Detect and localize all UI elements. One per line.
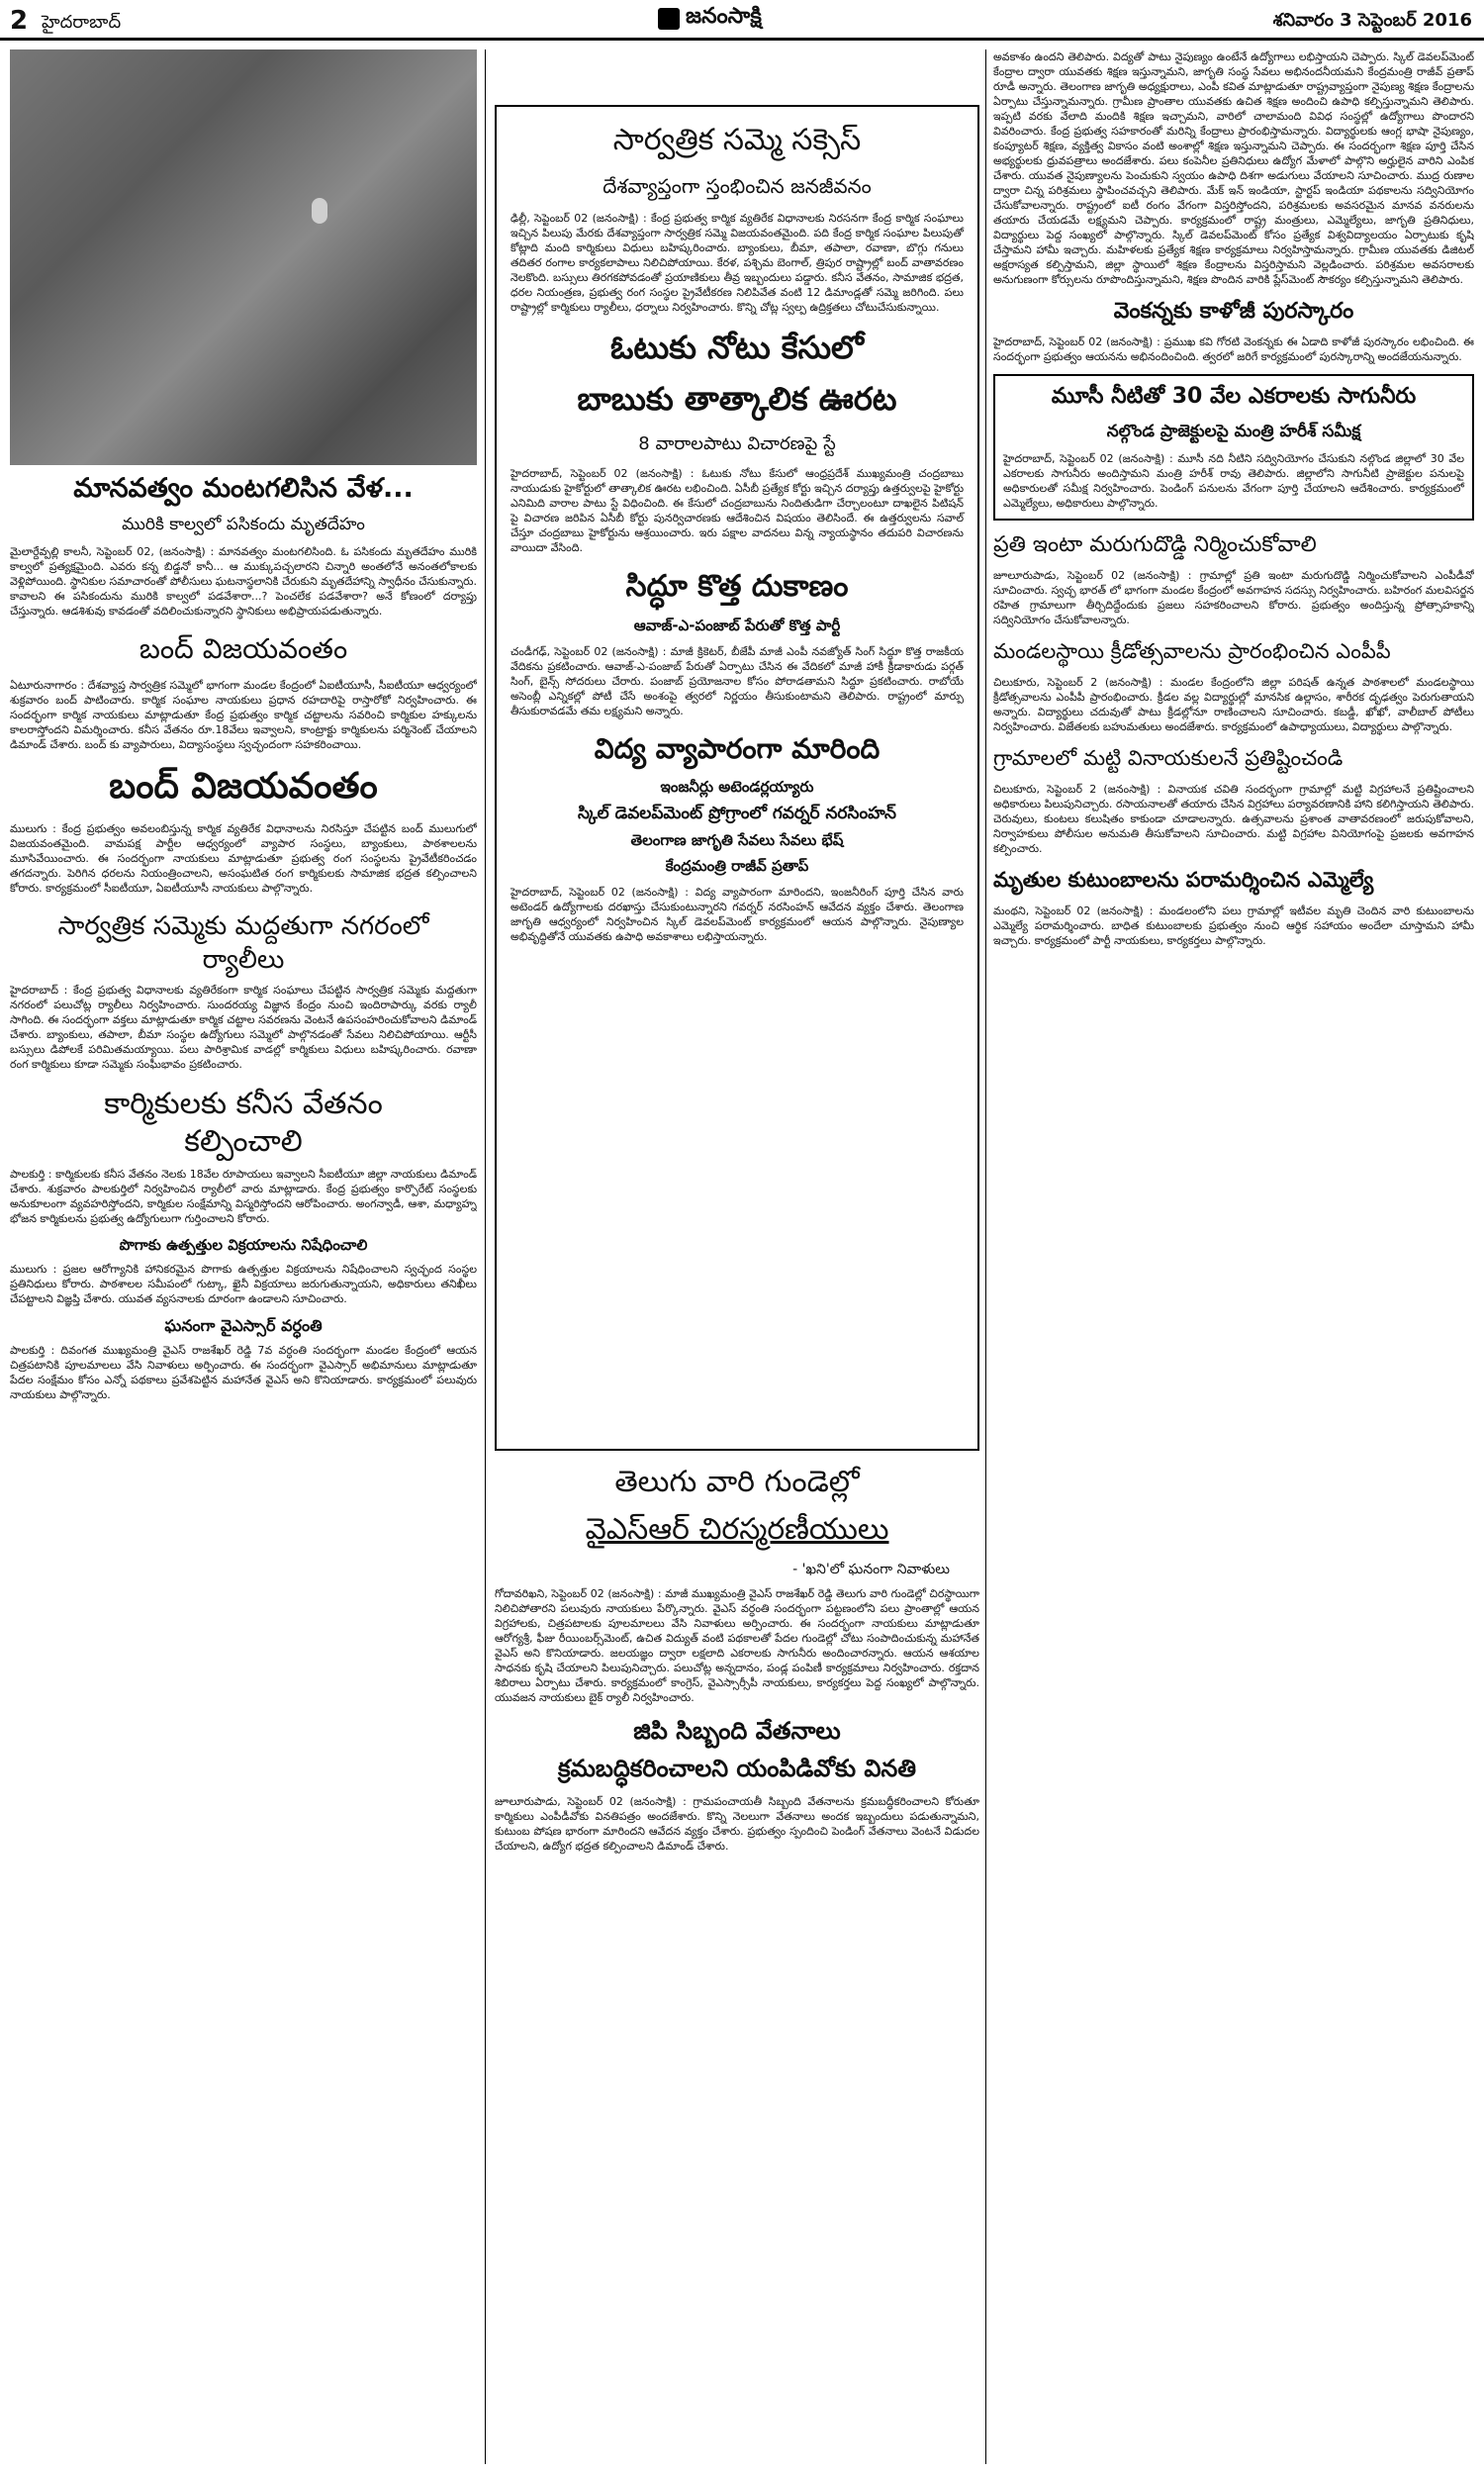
header-rule [0, 38, 1484, 41]
headline-ysr-1: తెలుగు వారి గుండెల్లో [614, 1465, 860, 1499]
article-kaloji: హైదరాబాద్, సెప్టెంబర్ 02 (జనంసాక్షి) : ప్రముఖ కవి గోరటి వెంకన్నకు ఈ ఏడాది కాళోజీ పురస్కారం లభించింది. ఈ సందర్భంగా ప్రభుత్వం ఆయనను అభినందించింది. త్వరలో జరిగే కార్యక్రమంలో పురస్కారాన్ని అందజేయనున్నారు. [993, 335, 1474, 363]
headline-bandh-2: బంద్ విజయవంతం [109, 766, 378, 807]
headline-humanity: మానవత్వం మంటగలిసిన వేళ... [73, 473, 414, 504]
article-gp-staff: జూలూరుపాడు, సెప్టెంబర్ 02 (జనంసాక్షి) : గ్రామపంచాయతీ సిబ్బంది వేతనాలను క్రమబద్ధీకరించాలని కోరుతూ కార్మికులు ఎంపీడీవోకు వినతిపత్రం అందజేశారు. కొన్ని నెలలుగా వేతనాలు అందక ఇబ్బందులు పడుతున్నామని, కుటుంబ పోషణ భారంగా మారిందని ఆవేదన వ్యక్తం చేశారు. ప్రభుత్వం స్పందించి పెండింగ్ వేతనాలు వెంటనే విడుదల చేయాలని, ఉద్యోగ భద్రత కల్పించాలని డిమాండ్ చేశారు. [495, 1795, 979, 1853]
article-tobacco: ములుగు : ప్రజల ఆరోగ్యానికి హానికరమైన పొగాకు ఉత్పత్తుల విక్రయాలను నిషేధించాలని స్వచ్ఛంద సంస్థల ప్రతినిధులు కోరారు. పాఠశాలల సమీపంలో గుట్కా, ఖైనీ విక్రయాలు జరుగుతున్నాయని, అధికారులు తనిఖీలు చేపట్టాలని విజ్ఞప్తి చేశారు. యువత వ్యసనాలకు దూరంగా ఉండాలని సూచించారు. [10, 1263, 477, 1305]
infant-figure [312, 198, 327, 224]
headline-strike: సార్వత్రిక సమ్మె సక్సెస్ [612, 123, 862, 157]
headline-gp-staff-2: క్రమబద్ధికరించాలని యంపిడివోకు వినతి [557, 1755, 917, 1782]
headline-ysr-2: వైఎస్ఆర్ చిరస్మరణీయులు [585, 1512, 889, 1547]
article-strike: ఢిల్లీ, సెప్టెంబర్ 02 (జనంసాక్షి) : కేంద్ర ప్రభుత్వ కార్మిక వ్యతిరేక విధానాలకు నిరసనగా కేంద్ర కార్మిక సంఘాలు ఇచ్చిన పిలుపు మేరకు దేశవ్యాప్తంగా సార్వత్రిక సమ్మె విజయవంతమైంది. పది కేంద్ర కార్మిక సంఘాల పిలుపుతో కోట్లాది మంది కార్మికులు విధులు బహిష్కరించారు. బ్యాంకులు, బీమా, తపాలా, రవాణా, బొగ్గు గనులు తదితర రంగాల కార్యకలాపాలు నిలిచిపోయాయి. కేరళ, పశ్చిమ బెంగాల్, త్రిపుర రాష్ట్రాల్లో బంద్ వాతావరణం నెలకొంది. బస్సులు తిరగకపోవడంతో ప్రయాణికులు తీవ్ర ఇబ్బందులు పడ్డారు. కనీస వేతనం, సామాజిక భద్రత, ధరల నియంత్రణ, ప్రభుత్వ రంగ సంస్థల ప్రైవేటీకరణ నిలిపివేత వంటి 12 డిమాండ్లతో సమ్మె జరిగింది. పలు రాష్ట్రాల్లో కార్మికులు ర్యాలీలు, ధర్నాలు నిర్వహించారు. కొన్ని చోట్ల స్వల్ప ఉద్రిక్తతలు చోటుచేసుకున్నాయి. [510, 212, 964, 314]
article-musi: హైదరాబాద్, సెప్టెంబర్ 02 (జనంసాక్షి) : మూసీ నది నీటిని సద్వినియోగం చేసుకుని నల్గొండ జిల్లాలో 30 వేల ఎకరాలకు సాగునీరు అందిస్తామని మంత్రి హరీశ్ రావు తెలిపారు. జిల్లాలోని సాగునీటి ప్రాజెక్టుల పనులపై అధికారులతో సమీక్ష నిర్వహించారు. పెండింగ్ పనులను వేగంగా పూర్తి చేయాలని ఆదేశించారు. కార్యక్రమంలో ఎమ్మెల్యేలు, అధికారులు పాల్గొన్నారు. [1003, 452, 1464, 510]
column-divider-left [485, 49, 486, 2464]
headline-gp-staff-1: జిపి సిబ్బంది వేతనాలు [633, 1717, 841, 1745]
headline-clay-ganesha: గ్రామాలలో మట్టి వినాయకులనే ప్రతిష్టించండి [993, 746, 1344, 770]
article-skill-cont: అవకాశం ఉందని తెలిపారు. విద్యతో పాటు నైపుణ్యం ఉంటేనే ఉద్యోగాలు లభిస్తాయని చెప్పారు. స్కిల్ డెవలప్‌మెంట్ కేంద్రాల ద్వారా యువతకు శిక్షణ ఇస్తున్నామని, జాగృతి సంస్థ సేవలు అభినందనీయమని కేంద్రమంత్రి రాజీవ్ ప్రతాప్ రూడీ అన్నారు. తెలంగాణ జాగృతి అధ్యక్షురాలు, ఎంపీ కవిత మాట్లాడుతూ రాష్ట్రవ్యాప్తంగా నైపుణ్య శిక్షణ కేంద్రాలను ఏర్పాటు చేస్తున్నామన్నారు. గ్రామీణ ప్రాంతాల యువతకు ఉచిత శిక్షణ అందించి ఉపాధి కల్పిస్తున్నామని తెలిపారు. ఇప్పటి వరకు వేలాది మందికి శిక్షణ ఇచ్చామని, వారిలో చాలామంది వివిధ సంస్థల్లో ఉద్యోగాలు పొందారని వివరించారు. కేంద్ర ప్రభుత్వ సహకారంతో మరిన్ని కేంద్రాలు ప్రారంభిస్తామన్నారు. విద్యార్థులకు ఆంగ్ల భాషా నైపుణ్యం, కంప్యూటర్ శిక్షణ, వ్యక్తిత్వ వికాసం వంటి అంశాల్లో శిక్షణ ఇస్తున్నామని చెప్పారు. ఈ సందర్భంగా శిక్షణ పూర్తి చేసిన అభ్యర్థులకు ధ్రువపత్రాలు అందజేశారు. పలు కంపెనీల ప్రతినిధులు ఉద్యోగ మేళాలో పాల్గొని అర్హులైన వారిని ఎంపిక చేశారు. యువత నైపుణ్యాలను పెంచుకుని స్వయం ఉపాధి దిశగా అడుగులు వేయాలని సూచించారు. ముద్ర రుణాల ద్వారా చిన్న పరిశ్రమలు స్థాపించవచ్చని తెలిపారు. మేక్ ఇన్ ఇండియా, స్టార్టప్ ఇండియా పథకాలను సద్వినియోగం చేసుకోవాలన్నారు. రాష్ట్రంలో ఐటీ రంగం వేగంగా విస్తరిస్తోందని, పరిశ్రమలకు అవసరమైన మానవ వనరులను తయారు చేయడమే లక్ష్యమని చెప్పారు. కార్యక్రమంలో రాష్ట్ర మంత్రులు, ఎమ్మెల్యేలు, జాగృతి ప్రతినిధులు, విద్యార్థులు పెద్ద సంఖ్యలో పాల్గొన్నారు. స్కిల్ డెవలప్‌మెంట్ కోసం ప్రత్యేక విశ్వవిద్యాలయం ఏర్పాటుకు కృషి చేస్తామని హామీ ఇచ్చారు. మహిళలకు ప్రత్యేక శిక్షణ కార్యక్రమాలు నిర్వహిస్తామన్నారు. గ్రామీణ యువతకు డిజిటల్ అక్షరాస్యత కల్పిస్తామని, జిల్లా స్థాయిలో శిక్షణ కేంద్రాలను విస్తరిస్తామని వెల్లడించారు. పరిశ్రమల అవసరాలకు అనుగుణంగా కోర్సులను రూపొందిస్తున్నామని, శిక్షణ పొందిన వారికి ప్లేస్‌మెంట్ సౌకర్యం కల్పిస్తున్నామని తెలిపారు. [993, 50, 1474, 286]
subhead-sidhu: ఆవాజ్-ఎ-పంజాబ్ పేరుతో కొత్త పార్టీ [633, 617, 841, 634]
article-clay-ganesha: చిలుకూరు, సెప్టెంబర్ 2 (జనంసాక్షి) : వినాయక చవితి సందర్భంగా గ్రామాల్లో మట్టి విగ్రహాలనే ప్రతిష్టించాలని అధికారులు పిలుపునిచ్చారు. రసాయనాలతో తయారు చేసిన విగ్రహాలు పర్యావరణానికి హాని కలిగిస్తాయని తెలిపారు. చెరువులు, కుంటలు కలుషితం కాకుండా చూడాలన్నారు. ఉత్సవాలను ప్రశాంత వాతావరణంలో జరుపుకోవాలని, నిర్వాహకులు పోలీసుల అనుమతి తీసుకోవాలని సూచించారు. మట్టి విగ్రహాల వినియోగంపై ప్రజలకు అవగాహన కల్పించారు. [993, 783, 1474, 855]
right-column [993, 49, 1474, 2464]
article-sidhu: చండీగఢ్, సెప్టెంబర్ 02 (జనంసాక్షి) : మాజీ క్రికెటర్, బీజేపీ మాజీ ఎంపీ నవజ్యోత్ సింగ్ సిద్ధూ కొత్త రాజకీయ వేదికను ప్రకటించారు. ఆవాజ్-ఎ-పంజాబ్ పేరుతో ఏర్పాటు చేసిన ఈ వేదికలో మాజీ హాకీ క్రీడాకారుడు పర్గత్ సింగ్, బైన్స్ సోదరులు చేరారు. పంజాబ్ ప్రయోజనాల కోసం పోరాడతామని సిద్ధూ ప్రకటించారు. రాబోయే అసెంబ్లీ ఎన్నికల్లో పోటీ చేసే అంశంపై త్వరలో నిర్ణయం తీసుకుంటామని తెలిపారు. రాష్ట్రంలో మార్పు తీసుకురావడమే తమ లక్ష్యమని అన్నారు. [510, 645, 964, 717]
subhead-education-4: కేంద్రమంత్రి రాజీవ్ ప్రతాప్ [665, 857, 809, 875]
subhead-ysr: - 'ఖని'లో ఘనంగా నివాళులు [792, 1562, 950, 1577]
page-number: 2 [10, 6, 29, 36]
headline-tobacco: పొగాకు ఉత్పత్తుల విక్రయాలను నిషేధించాలి [119, 1236, 368, 1254]
headline-kaloji: వెంకన్నకు కాళోజీ పురస్కారం [1113, 299, 1354, 324]
masthead [658, 4, 762, 34]
section-name: హైదరాబాద్ [42, 12, 122, 33]
article-vote-note: హైదరాబాద్, సెప్టెంబర్ 02 (జనంసాక్షి) : ఓటుకు నోటు కేసులో ఆంధ్రప్రదేశ్ ముఖ్యమంత్రి చంద్రబాబు నాయుడుకు హైకోర్టులో తాత్కాలిక ఊరట లభించింది. ఏసీబీ ప్రత్యేక కోర్టు ఇచ్చిన దర్యాప్తు ఉత్తర్వులపై హైకోర్టు ఎనిమిది వారాల పాటు స్టే విధించింది. ఈ కేసులో చంద్రబాబును నిందితుడిగా చేర్చాలంటూ దాఖలైన పిటిషన్ పై విచారణ జరిపిన ఏసీబీ కోర్టు పునర్విచారణకు ఆదేశించిన విషయం తెలిసిందే. ఈ ఉత్తర్వులను సవాల్ చేస్తూ చంద్రబాబు హైకోర్టును ఆశ్రయించారు. ఇరు పక్షాల వాదనలు విన్న న్యాయస్థానం తదుపరి విచారణను వాయిదా వేసింది. [510, 467, 964, 554]
headline-toilets: ప్రతి ఇంటా మరుగుదొడ్డి నిర్మించుకోవాలి [993, 532, 1317, 557]
edition-date: శనివారం 3 సెప్టెంబర్ 2016 [1272, 10, 1472, 31]
article-min-wage: పాలకుర్తి : కార్మికులకు కనీస వేతనం నెలకు 18వేల రూపాయలు ఇవ్వాలని సీఐటీయూ జిల్లా నాయకులు డిమాండ్ చేశారు. శుక్రవారం పాలకుర్తిలో నిర్వహించిన ర్యాలీలో వారు మాట్లాడారు. కేంద్ర ప్రభుత్వం కార్పొరేట్ సంస్థలకు అనుకూలంగా వ్యవహరిస్తోందని, కార్మికుల సంక్షేమాన్ని విస్మరిస్తోందని ఆరోపించారు. అంగన్వాడీ, ఆశా, మధ్యాహ్న భోజన కార్మికులను ప్రభుత్వ ఉద్యోగులుగా గుర్తించాలని కోరారు. [10, 1168, 477, 1225]
article-ysr: గోదావరిఖని, సెప్టెంబర్ 02 (జనంసాక్షి) : మాజీ ముఖ్యమంత్రి వైఎస్ రాజశేఖర్ రెడ్డి తెలుగు వారి గుండెల్లో చిరస్థాయిగా నిలిచిపోతారని పలువురు నాయకులు పేర్కొన్నారు. వైఎస్ వర్ధంతి సందర్భంగా పట్టణంలోని పలు ప్రాంతాల్లో ఆయన విగ్రహాలకు, చిత్రపటాలకు పూలమాలలు వేసి నివాళులు అర్పించారు. ఈ సందర్భంగా నాయకులు మాట్లాడుతూ ఆరోగ్యశ్రీ, ఫీజు రీయింబర్స్‌మెంట్, ఉచిత విద్యుత్ వంటి పథకాలతో పేదల గుండెల్లో చోటు సంపాదించుకున్న మహానేత వైఎస్ అని కొనియాడారు. జలయజ్ఞం ద్వారా లక్షలాది ఎకరాలకు సాగునీరు అందించారన్నారు. ఆయన ఆశయాల సాధనకు కృషి చేయాలని పిలుపునిచ్చారు. పలుచోట్ల అన్నదానం, పండ్ల పంపిణీ కార్యక్రమాలు నిర్వహించారు. రక్తదాన శిబిరాలు ఏర్పాటు చేశారు. కార్యక్రమంలో కాంగ్రెస్, వైఎస్సార్సీపీ నాయకులు, కార్యకర్తలు పెద్ద సంఖ్యలో పాల్గొన్నారు. యువజన నాయకులు బైక్ ర్యాలీ నిర్వహించారు. [495, 1587, 979, 1704]
subhead-musi: నల్గొండ ప్రాజెక్టులపై మంత్రి హరీశ్ సమీక్ష [1106, 422, 1361, 441]
masthead-title: జనంసాక్షి [686, 4, 762, 29]
subhead-education-3: తెలంగాణ జాగృతి సేవలు సేవలు భేష్ [630, 831, 844, 849]
headline-sports: మండలస్థాయి క్రీడోత్సవాలను ప్రారంభించిన ఎంపీపీ [993, 639, 1391, 663]
photo [10, 49, 477, 465]
article-bandh-2: ములుగు : కేంద్ర ప్రభుత్వం అవలంబిస్తున్న కార్మిక వ్యతిరేక విధానాలను నిరసిస్తూ చేపట్టిన బంద్ ములుగులో విజయవంతమైంది. వామపక్ష పార్టీల ఆధ్వర్యంలో వ్యాపార సంస్థలు, బ్యాంకులు, పాఠశాలలను మూసివేయించారు. ఈ సందర్భంగా నాయకులు మాట్లాడుతూ ప్రభుత్వ రంగ సంస్థలను ప్రైవేటీకరించడం తగదన్నారు. పెరిగిన ధరలను నియంత్రించాలని, అసంఘటిత రంగ కార్మికులకు సామాజిక భద్రత కల్పించాలని కోరారు. కార్యక్రమంలో సీఐటీయూ, ఏఐటీయూసీ నాయకులు పాల్గొన్నారు. [10, 822, 477, 895]
subhead-strike: దేశవ్యాప్తంగా స్తంభించిన జనజీవనం [603, 174, 872, 198]
article-bandh-1: ఏటూరునాగారం : దేశవ్యాప్త సార్వత్రిక సమ్మెలో భాగంగా మండల కేంద్రంలో ఏఐటీయూసీ, సీఐటీయూ ఆధ్వర్యంలో శుక్రవారం బంద్ పాటించారు. కార్మిక సంఘాల నాయకులు ప్రధాన రహదారిపై రాస్తారోకో నిర్వహించారు. ఈ సందర్భంగా కార్మిక నాయకులు మాట్లాడుతూ కేంద్ర ప్రభుత్వం కార్మిక చట్టాలను సవరించి కార్మికుల హక్కులను కాలరాస్తోందని విమర్శించారు. కనీస వేతనం రూ.18వేలు ఇవ్వాలని, కాంట్రాక్టు కార్మికులను పర్మినెంట్ చేయాలని డిమాండ్ చేశారు. బంద్ కు వ్యాపారులు, విద్యాసంస్థలు స్వచ్ఛందంగా సహకరించాయి. [10, 679, 477, 751]
headline-musi: మూసీ నీటితో 30 వేల ఎకరాలకు సాగునీరు [1051, 384, 1417, 409]
headline-rallies: సార్వత్రిక సమ్మెకు మద్దతుగా నగరంలో ర్యాలీలు [57, 911, 429, 975]
article-toilets: జూలూరుపాడు, సెప్టెంబర్ 02 (జనంసాక్షి) : గ్రామాల్లో ప్రతి ఇంటా మరుగుదొడ్డి నిర్మించుకోవాలని ఎంపీడీవో సూచించారు. స్వచ్ఛ భారత్ లో భాగంగా మండల కేంద్రంలో అవగాహన సదస్సు నిర్వహించారు. బహిరంగ మలవిసర్జన రహిత గ్రామాలుగా తీర్చిదిద్దేందుకు ప్రజలు సహకరించాలని కోరారు. ప్రభుత్వం అందిస్తున్న ప్రోత్సాహకాన్ని సద్వినియోగం చేసుకోవాలన్నారు. [993, 569, 1474, 626]
headline-education: విద్య వ్యాపారంగా మారింది [594, 732, 881, 765]
article-humanity: మైలార్దేవ్పల్లి కాలనీ, సెప్టెంబర్ 02, (జనంసాక్షి) : మానవత్వం మంటగలిసింది. ఓ పసికందు మృతదేహం మురికి కాల్వలో ప్రత్యక్షమైంది. ఎవరు కన్న బిడ్డనో కానీ... ఆ ముక్కుపచ్చలారని చిన్నారి అంతలోనే అనంతలోకాలకు వెళ్లిపోయింది. స్థానికుల సమాచారంతో పోలీసులు ఘటనాస్థలానికి చేరుకుని మృతదేహాన్ని స్వాధీనం చేసుకున్నారు. కావాలని ఈ పసికందును మురికి కాల్వలో పడవేశారా...? పెంచలేక పడవేశారా? అనే కోణంలో దర్యాప్తు చేస్తున్నారు. ఆడశిశువు కావడంతో వదిలించుకున్నారని స్థానికులు అభిప్రాయపడుతున్నారు. [10, 545, 477, 618]
headline-sidhu: సిద్ధూ కొత్త దుకాణం [625, 569, 849, 604]
center-lower-column [495, 1463, 979, 2464]
article-mla-visit: మంథని, సెప్టెంబర్ 02 (జనంసాక్షి) : మండలంలోని పలు గ్రామాల్లో ఇటీవల మృతి చెందిన వారి కుటుంబాలను ఎమ్మెల్యే పరామర్శించారు. బాధిత కుటుంబాలకు ప్రభుత్వం నుంచి ఆర్థిక సహాయం అందేలా చూస్తామని హామీ ఇచ్చారు. కార్యక్రమంలో పార్టీ నాయకులు, కార్యకర్తలు పాల్గొన్నారు. [993, 904, 1474, 947]
headline-vote-note-1: ఓటుకు నోటు కేసులో [610, 329, 864, 366]
article-rallies: హైదరాబాద్ : కేంద్ర ప్రభుత్వ విధానాలకు వ్యతిరేకంగా కార్మిక సంఘాలు చేపట్టిన సార్వత్రిక సమ్మెకు మద్దతుగా నగరంలో పలుచోట్ల ర్యాలీలు నిర్వహించారు. సుందరయ్య విజ్ఞాన కేంద్రం నుంచి ఇందిరాపార్కు వరకు ర్యాలీ సాగింది. ఈ సందర్భంగా వక్తలు మాట్లాడుతూ కార్మిక చట్టాల సవరణను వెంటనే ఉపసంహరించుకోవాలని డిమాండ్ చేశారు. బ్యాంకులు, తపాలా, బీమా సంస్థల ఉద్యోగులు సమ్మెలో పాల్గొనడంతో సేవలు నిలిచిపోయాయి. ఆర్టీసీ బస్సులు డిపోలకే పరిమితమయ్యాయి. పలు పారిశ్రామిక వాడల్లో కార్మికులు విధులు బహిష్కరించారు. రవాణా రంగ కార్మికులు కూడా సమ్మెకు సంఘీభావం ప్రకటించారు. [10, 984, 477, 1071]
column-divider-right [985, 49, 986, 2464]
musi-box [993, 374, 1474, 521]
subhead-education-2: స్కిల్ డెవలప్‌మెంట్ ప్రోగ్రాంలో గవర్నర్ నరసింహన్ [578, 804, 896, 823]
headline-bandh-1: బంద్ విజయవంతం [139, 632, 348, 665]
subhead-education-1: ఇంజనీర్లు అటెండర్లయ్యారు [660, 778, 814, 796]
headline-vote-note-2: బాబుకు తాత్కాలిక ఊరట [577, 380, 897, 418]
article-ysr-anniversary: పాలకుర్తి : దివంగత ముఖ్యమంత్రి వైఎస్ రాజశేఖర్ రెడ్డి 7వ వర్ధంతి సందర్భంగా మండల కేంద్రంలో ఆయన చిత్రపటానికి పూలమాలలు వేసి నివాళులు అర్పించారు. ఈ సందర్భంగా వైఎస్సార్ అభిమానులు మాట్లాడుతూ పేదల సంక్షేమం కోసం ఎన్నో పథకాలు ప్రవేశపెట్టిన మహానేత వైఎస్ అని కొనియాడారు. కార్యక్రమంలో పలువురు నాయకులు పాల్గొన్నారు. [10, 1344, 477, 1401]
left-column [10, 49, 477, 2464]
headline-mla-visit: మృతుల కుటుంబాలను పరామర్శించిన ఎమ్మెల్యే [993, 868, 1374, 892]
article-sports: చిలుకూరు, సెప్టెంబర్ 2 (జనంసాక్షి) : మండల కేంద్రంలోని జిల్లా పరిషత్ ఉన్నత పాఠశాలలో మండలస్థాయి క్రీడోత్సవాలను ఎంపీపీ ప్రారంభించారు. క్రీడల వల్ల విద్యార్థుల్లో మానసిక ఉల్లాసం, శారీరక దృఢత్వం పెరుగుతాయని అన్నారు. విద్యార్థులు చదువుతో పాటు క్రీడల్లోనూ రాణించాలని సూచించారు. కబడ్డీ, ఖోఖో, వాలీబాల్ పోటీలు నిర్వహించారు. విజేతలకు బహుమతులు అందజేశారు. కార్యక్రమంలో ఉపాధ్యాయులు, విద్యార్థులు పాల్గొన్నారు. [993, 676, 1474, 733]
subhead-drain: మురికి కాల్వలో పసికందు మృతదేహం [122, 515, 365, 534]
article-education: హైదరాబాద్, సెప్టెంబర్ 02 (జనంసాక్షి) : విద్య వ్యాపారంగా మారిందని, ఇంజనీరింగ్ పూర్తి చేసిన వారు అటెండర్ ఉద్యోగాలకు దరఖాస్తు చేసుకుంటున్నారని గవర్నర్ నరసింహన్ ఆవేదన వ్యక్తం చేశారు. తెలంగాణ జాగృతి ఆధ్వర్యంలో నిర్వహించిన స్కిల్ డెవలప్‌మెంట్ కార్యక్రమంలో ఆయన పాల్గొన్నారు. నైపుణ్యాల అభివృద్ధితోనే యువతకు ఉపాధి అవకాశాలు లభిస్తాయన్నారు. [510, 886, 964, 943]
headline-min-wage: కార్మికులకు కనీస వేతనం కల్పించాలి [104, 1087, 383, 1159]
center-feature-box [495, 105, 979, 1451]
subhead-vote-note: 8 వారాలపాటు విచారణపై స్టే [638, 433, 836, 454]
headline-ysr-anniversary: ఘనంగా వైఎస్సార్ వర్ధంతి [164, 1316, 323, 1335]
logo-icon [658, 8, 680, 30]
